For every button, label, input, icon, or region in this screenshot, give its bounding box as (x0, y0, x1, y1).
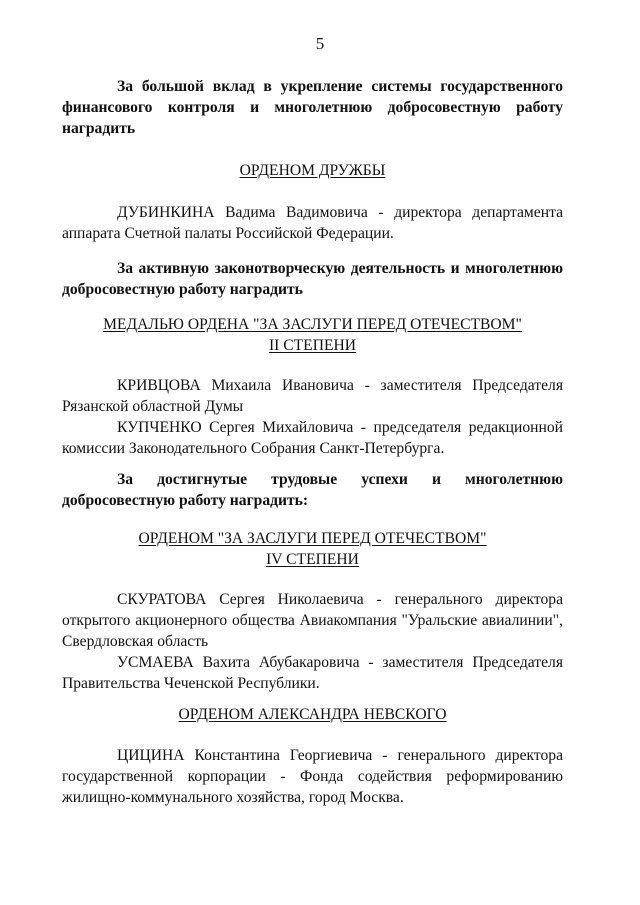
award-heading (62, 160, 563, 181)
award-heading-text: ОРДЕНОМ ДРУЖБЫ (239, 162, 386, 179)
award-heading (62, 314, 563, 356)
award-intro-paragraph: За большой вклад в укрепление системы государственного финансового контроля и многолетнюю добросовестную работу наградить (62, 78, 563, 137)
awardee-paragraph: УСМАЕВА Вахита Абубакаровича - заместителя Председателя Правительства Чеченской Республики. (62, 654, 563, 692)
award-intro-line: За достигнутые трудовые успехи и многолетнюю (117, 471, 563, 488)
page-number: 5 (315, 34, 325, 53)
award-intro-line: добросовестную работу наградить: (62, 492, 309, 509)
award-heading-line (62, 335, 563, 356)
award-intro-paragraph: За активную законотворческую деятельность и многолетнюю добросовестную работу наградить (62, 260, 563, 298)
awardee-paragraph: ДУБИНКИНА Вадима Вадимовича - директора департамента аппарата Счетной палаты Российской Федерации. (62, 204, 563, 242)
award-heading-text: ОРДЕНОМ "ЗА ЗАСЛУГИ ПЕРЕД ОТЕЧЕСТВОМ" (138, 530, 487, 547)
award-heading (62, 704, 563, 725)
awardee-paragraph: ЦИЦИНА Константина Георгиевича - генерального директора государственной корпорации - Фонда содействия реформированию жилищно-коммунального хозяйства, город Москва. (62, 747, 563, 806)
award-heading-text: ОРДЕНОМ АЛЕКСАНДРА НЕВСКОГО (178, 706, 447, 723)
awardee-paragraph: КРИВЦОВА Михаила Ивановича - заместителя Председателя Рязанской областной Думы (62, 377, 563, 415)
award-heading-text: МЕДАЛЬЮ ОРДЕНА "ЗА ЗАСЛУГИ ПЕРЕД ОТЕЧЕСТВОМ" (103, 316, 522, 333)
award-heading-line (62, 314, 563, 335)
award-heading-text: II СТЕПЕНИ (268, 337, 357, 354)
awardee-paragraph: СКУРАТОВА Сергея Николаевича - генерального директора открытого акционерного общества Авиакомпания "Уральские авиалинии", Свердловская область (62, 591, 563, 650)
award-heading-line (62, 528, 563, 549)
award-heading-text: IV СТЕПЕНИ (266, 551, 359, 568)
award-heading (62, 528, 563, 570)
award-heading-line (62, 549, 563, 570)
awardee-paragraph: КУПЧЕНКО Сергея Михайловича - председателя редакционной комиссии Законодательного Собрания Санкт-Петербурга. (62, 419, 563, 457)
